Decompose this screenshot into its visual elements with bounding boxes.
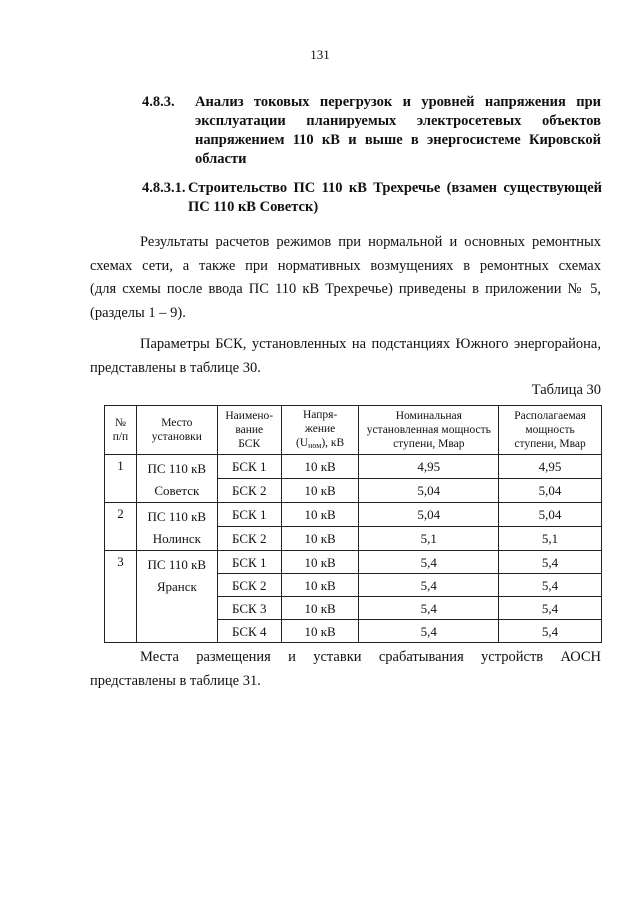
section-number: 4.8.3.: [142, 94, 175, 110]
subsection-title: [188, 179, 602, 217]
row-number: 2: [105, 503, 137, 551]
row-number: 3: [105, 551, 137, 643]
bsk-name: БСК 4: [217, 620, 281, 643]
substation-place: ПС 110 кВ Нолинск: [136, 503, 217, 551]
paragraph-line: схемах сети, а также при нормативных возмущениях в ремонтных схемах: [90, 257, 601, 274]
voltage-value: 10 кВ: [281, 503, 359, 527]
paragraph-line: Места размещения и уставки срабатывания устройств АОСН: [140, 649, 601, 665]
nominal-power-value: 4,95: [359, 455, 499, 479]
bsk-name: БСК 1: [217, 455, 281, 479]
available-power-value: 4,95: [499, 455, 602, 479]
section-title-line: эксплуатации планируемых электросетевых объектов: [195, 113, 601, 129]
section-title-line: напряжением 110 кВ и выше в энергосистеме Кировской: [195, 132, 601, 148]
section-heading-4-8-3-1: [142, 179, 602, 219]
bsk-table: [104, 405, 602, 643]
section-title-line: области: [195, 151, 247, 167]
header-nominal-power: Номинальная установленная мощность ступени, Мвар: [359, 406, 499, 455]
bsk-name: БСК 1: [217, 551, 281, 574]
paragraph-bsk-params: [90, 333, 601, 380]
bsk-name: БСК 1: [217, 503, 281, 527]
nominal-power-value: 5,04: [359, 503, 499, 527]
available-power-value: 5,4: [499, 597, 602, 620]
paragraph-line: (разделы 1 – 9).: [90, 304, 186, 321]
table-row: [105, 503, 602, 527]
nominal-power-value: 5,4: [359, 574, 499, 597]
available-power-value: 5,4: [499, 620, 602, 643]
available-power-value: 5,1: [499, 527, 602, 551]
header-place: Место установки: [136, 406, 217, 455]
section-heading-4-8-3: [142, 93, 602, 173]
row-number: 1: [105, 455, 137, 503]
header-available-power: Располагаемая мощность ступени, Мвар: [499, 406, 602, 455]
available-power-value: 5,4: [499, 551, 602, 574]
voltage-value: 10 кВ: [281, 574, 359, 597]
bsk-name: БСК 2: [217, 574, 281, 597]
header-name: Наимено- вание БСК: [217, 406, 281, 455]
subsection-number: 4.8.3.1.: [142, 180, 186, 196]
voltage-value: 10 кВ: [281, 620, 359, 643]
header-voltage: Напря- жение $(U_{ном})$, кВ: [281, 406, 359, 455]
voltage-value: 10 кВ: [281, 551, 359, 574]
available-power-value: 5,04: [499, 503, 602, 527]
bsk-name: БСК 3: [217, 597, 281, 620]
nominal-power-value: 5,4: [359, 551, 499, 574]
paragraph-line: Результаты расчетов режимов при нормальной и основных ремонтных: [140, 234, 601, 250]
voltage-value: 10 кВ: [281, 455, 359, 479]
paragraph-line: Параметры БСК, установленных на подстанциях Южного энергорайона,: [140, 336, 601, 352]
available-power-value: 5,4: [499, 574, 602, 597]
paragraph-aosn: [90, 646, 601, 693]
table-row: [105, 455, 602, 479]
paragraph-line: представлены в таблице 31.: [90, 672, 261, 689]
subsection-title-line: ПС 110 кВ Советск): [188, 199, 319, 215]
paragraph-line: (для схемы после ввода ПС 110 кВ Трехречье) приведены в приложении № 5,: [90, 281, 601, 297]
nominal-power-value: 5,1: [359, 527, 499, 551]
substation-place: ПС 110 кВ Советск: [136, 455, 217, 503]
table-header-row: [105, 406, 602, 455]
paragraph-line: представлены в таблице 30.: [90, 359, 261, 376]
substation-place: ПС 110 кВ Яранск: [136, 551, 217, 643]
nominal-power-value: 5,4: [359, 620, 499, 643]
bsk-name: БСК 2: [217, 479, 281, 503]
available-power-value: 5,04: [499, 479, 602, 503]
nominal-power-value: 5,4: [359, 597, 499, 620]
voltage-value: 10 кВ: [281, 479, 359, 503]
bsk-name: БСК 2: [217, 527, 281, 551]
table-row: [105, 551, 602, 574]
paragraph-results: [90, 231, 601, 325]
voltage-value: 10 кВ: [281, 527, 359, 551]
section-title-line: Анализ токовых перегрузок и уровней напряжения при: [195, 94, 601, 110]
page-number: 131: [310, 47, 330, 62]
section-title: [195, 93, 601, 169]
voltage-value: 10 кВ: [281, 597, 359, 620]
nominal-power-value: 5,04: [359, 479, 499, 503]
header-num: № п/п: [105, 406, 137, 455]
table-caption: Таблица 30: [531, 382, 601, 398]
subsection-title-line: Строительство ПС 110 кВ Трехречье (взамен существующей: [188, 180, 602, 196]
